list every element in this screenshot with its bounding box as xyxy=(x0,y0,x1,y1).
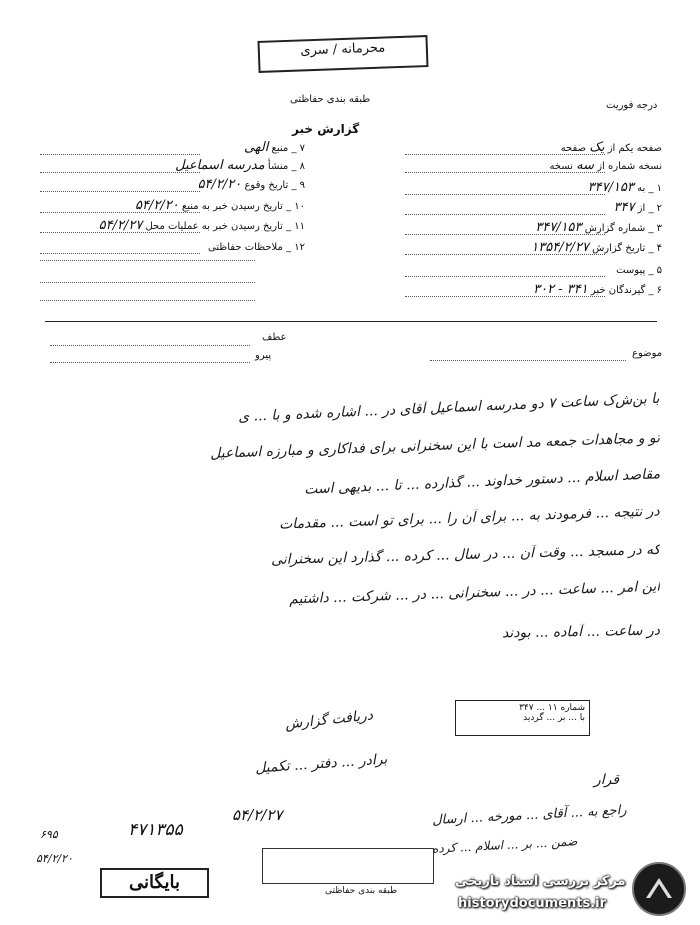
reference-number: ۴۷۱۳۵۵ xyxy=(128,820,183,840)
field-number: ۴ xyxy=(656,243,662,254)
field-dots xyxy=(40,232,200,233)
field-number: ۱۱ xyxy=(294,221,305,232)
field-label: تاریخ وقوع xyxy=(244,180,289,191)
field-number: ۱۰ xyxy=(294,201,305,212)
field-dots xyxy=(40,260,255,261)
field-label: تاریخ رسیدن خبر به منبع xyxy=(181,201,283,212)
field-number: ۱۲ xyxy=(294,242,305,253)
ref-dots xyxy=(50,345,250,346)
left-field-row: ۱۲ _ ملاحظات حفاظتی xyxy=(207,242,305,253)
left-field-row: ۱۰ _ تاریخ رسیدن خبر به منبع ۵۴/۲/۲۰ xyxy=(135,198,305,213)
signature-line-2: برادر ... دفتر ... تکمیل xyxy=(254,751,388,777)
field-suffix: صفحه xyxy=(560,143,587,154)
field-dots xyxy=(40,282,255,283)
small-number-1: ۶۹۵ xyxy=(40,828,58,841)
handwritten-line: با ‌بن‌ش‌ک ساعت ۷ دو مدرسه اسماعیل آقای در ... اشاره شده و با ... ی xyxy=(238,390,661,426)
subject-dots xyxy=(430,360,626,361)
field-number: ۶ xyxy=(656,285,662,296)
right-field-row: ۱ _ به ۳۴۷/۱۵۳ xyxy=(587,180,662,195)
field-label: نسخه شماره xyxy=(608,161,662,172)
field-number: ۹ xyxy=(299,180,305,191)
right-field-row: ۴ _ تاریخ گزارش ۱۳۵۴/۲/۲۷ xyxy=(531,240,662,255)
field-label: پیوست xyxy=(616,265,646,276)
handwritten-line: تو و مجاهدات جمعه مد است با این سخنرانی برای فداکاری و مبارزه اسماعیل xyxy=(209,430,661,462)
left-field-row: ۱۱ _ تاریخ رسیدن خبر به عملیات محل ۵۴/۲/۲۷ xyxy=(98,218,305,233)
field-value: ۵۴/۲/۲۷ xyxy=(98,218,143,233)
notes-title: قرار xyxy=(594,772,620,788)
report-title: گزارش خبر xyxy=(292,122,360,136)
received-stamp-line-2: با ... بر ... گردید xyxy=(523,713,585,723)
left-field-row: ۹ _ تاریخ وقوع ۵۴/۲/۲۰ xyxy=(197,177,305,192)
field-number: ۷ xyxy=(299,143,305,154)
received-stamp-line-1: شماره ۱۱ ... ۳۴۷ xyxy=(519,703,585,713)
field-dots xyxy=(40,191,200,192)
field-label: تاریخ گزارش xyxy=(592,243,646,254)
field-dots xyxy=(40,300,255,301)
field-dots xyxy=(405,194,605,195)
bottom-classification-label: طبقه بندی حفاظتی xyxy=(325,886,398,896)
field-dots xyxy=(405,296,605,297)
classification-label: طبقه بندی حفاظتی xyxy=(290,94,371,105)
right-field-row: ۶ _ گیرندگان خبر ۳۴۱ - ۳۰۲ xyxy=(533,282,662,297)
subject-label: موضوع xyxy=(632,348,663,359)
field-dots xyxy=(40,172,200,173)
top-classification-stamp: محرمانه / سری xyxy=(257,35,428,73)
field-label: به xyxy=(637,183,646,194)
field-value: ۳۴۷ xyxy=(613,200,635,215)
field-label: تاریخ رسیدن خبر به عملیات محل xyxy=(145,221,283,232)
handwritten-line: مقاصد اسلام ... دستور خداوند ... گذارده ... تا ... بدیهی است xyxy=(303,466,661,498)
field-value: یک xyxy=(589,140,605,155)
field-label: گیرندگان خبر xyxy=(590,285,646,296)
priority-label: درجه فوریت xyxy=(606,100,658,111)
field-dots xyxy=(405,172,605,173)
field-number: ۱ xyxy=(656,183,662,194)
field-value: ۵۴/۲/۲۰ xyxy=(135,198,179,213)
field-label: شماره گزارش xyxy=(584,223,646,234)
field-mid: از xyxy=(597,161,605,172)
field-value: سه xyxy=(576,158,595,173)
watermark-name: مرکز بررسی اسناد تاریخی xyxy=(455,874,626,889)
field-value: ۳۴۱ - ۳۰۲ xyxy=(533,282,588,297)
watermark-logo-icon xyxy=(632,862,686,916)
field-value: ۳۴۷/۱۵۳ xyxy=(535,220,582,235)
field-value: ۵۴/۲/۲۰ xyxy=(197,177,242,192)
right-field-row: ۳ _ شماره گزارش ۳۴۷/۱۵۳ xyxy=(535,220,662,235)
handwritten-line: که در مسجد ... وقت آن ... در سال ... کرده ... گذارد این سخنرانی xyxy=(270,541,661,569)
book-icon xyxy=(634,864,684,914)
field-number: ۸ xyxy=(299,161,305,172)
ref-dots xyxy=(50,362,250,363)
field-label: منبع xyxy=(271,143,289,154)
small-number-2: ۵۴/۲/۲۰ xyxy=(36,852,73,865)
field-dots xyxy=(405,154,605,155)
field-number: ۳ xyxy=(656,223,662,234)
right-field-row xyxy=(380,158,662,173)
received-stamp xyxy=(455,700,590,736)
handwritten-line: در ساعت ... آماده ... بودند xyxy=(501,622,661,642)
field-value: مدرسه اسماعیل xyxy=(175,158,265,173)
field-label: صفحه یکم xyxy=(618,143,662,154)
handwritten-line: در نتیجه ... فرمودند به ... برای آن را ... برای تو است ... مقدمات xyxy=(279,503,661,533)
field-dots xyxy=(405,276,605,277)
signature-date: ۵۴/۲/۲۷ xyxy=(232,806,283,824)
ref-label-1: عطف xyxy=(262,332,287,343)
field-dots xyxy=(40,253,200,254)
field-label: از xyxy=(637,203,646,214)
right-field-row xyxy=(380,140,662,155)
handwritten-line: این امر ... ساعت ... در ... سخنرانی ... در ... شرکت ... داشتیم xyxy=(288,578,661,608)
field-label: ملاحظات حفاظتی xyxy=(207,242,283,253)
field-dots xyxy=(405,214,605,215)
signature-line-1: دریافت گزارش xyxy=(284,707,374,733)
archive-stamp: بایگانی xyxy=(100,868,209,898)
field-label: منشأ xyxy=(267,161,289,172)
field-value: الهی xyxy=(243,140,269,155)
field-number: ۲ xyxy=(656,203,662,214)
field-number: ۵ xyxy=(656,265,662,276)
header-divider xyxy=(45,321,657,322)
notes-line-1: راجع به ... آقای ... مورخه ... ارسال xyxy=(431,802,627,829)
field-suffix: نسخه xyxy=(549,161,573,172)
ref-label-2: پیرو xyxy=(255,350,272,361)
field-value: ۱۳۵۴/۲/۲۷ xyxy=(531,240,589,255)
left-field-row: ۸ _ منشأ مدرسه اسماعیل xyxy=(175,158,305,173)
field-value: ۳۴۷/۱۵۳ xyxy=(587,180,634,195)
bottom-classification-stamp xyxy=(262,848,434,884)
right-field-row: ۵ _ پیوست xyxy=(616,265,662,276)
field-mid: از xyxy=(607,143,616,154)
watermark-url: historydocuments.ir xyxy=(458,896,607,911)
field-dots xyxy=(405,234,605,235)
notes-line-2: ضمن ... بر ... اسلام ... کرده xyxy=(431,834,578,856)
left-field-row: ۷ _ منبع الهی xyxy=(243,140,305,155)
field-dots xyxy=(405,254,605,255)
field-dots xyxy=(40,154,200,155)
field-dots xyxy=(40,212,200,213)
right-field-row: ۲ _ از ۳۴۷ xyxy=(613,200,662,215)
